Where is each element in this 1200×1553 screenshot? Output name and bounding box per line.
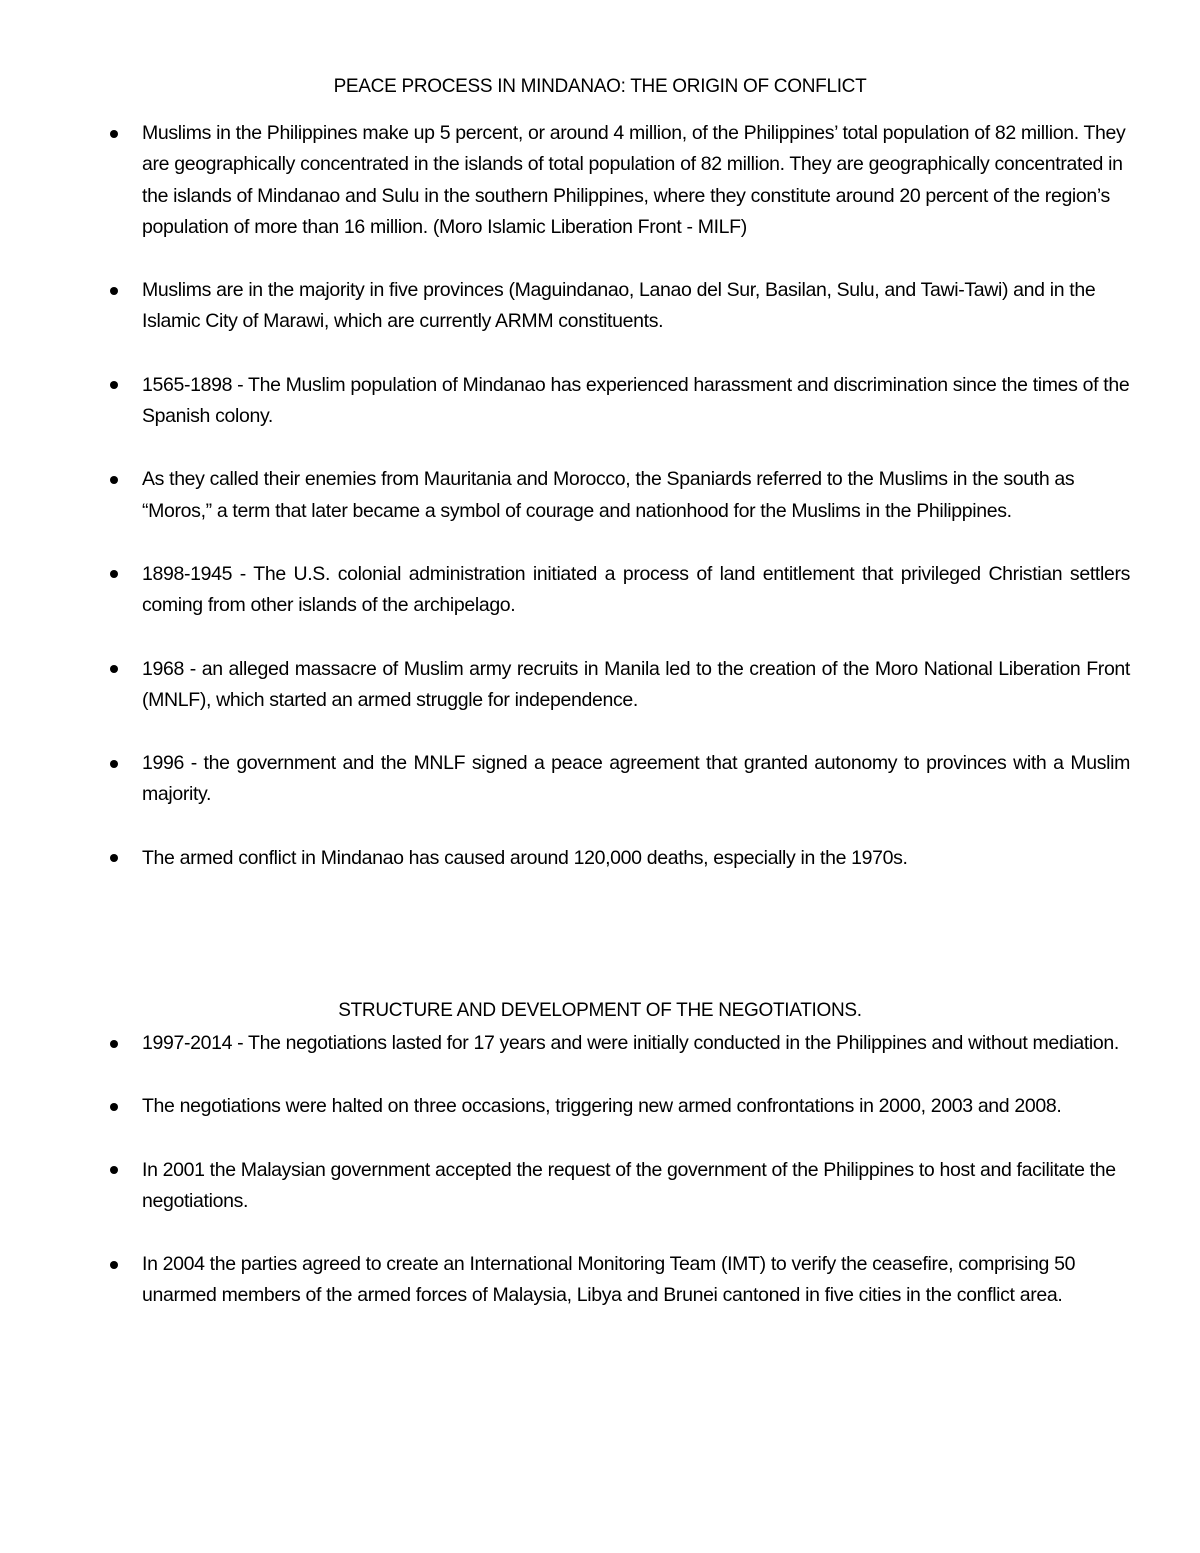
section-heading-origin-of-conflict: PEACE PROCESS IN MINDANAO: THE ORIGIN OF CONFLICT [333,76,867,97]
list-item-text: 1898-1945 - The U.S. colonial administration initiated a process of land entitlement that privileged Christian settlers coming from other islands of the archipelago. [142,562,1130,617]
bullet-icon [110,1261,118,1269]
list-item-text: In 2004 the parties agreed to create an International Monitoring Team (IMT) to verify the ceasefire, comprising 50 unarmed members of the armed forces of Malaysia, Libya and Brunei cantoned in five cities in the conflict area. [142,1253,1076,1307]
list-item-text: 1996 - the government and the MNLF signed a peace agreement that granted autonomy to provinces with a Muslim majority. [142,752,1130,806]
list-item-text: 1997-2014 - The negotiations lasted for 17 years and were initially conducted in the Philippines and without mediation. [142,1032,1119,1054]
bullet-icon [110,760,118,768]
bullet-icon [110,1166,118,1174]
bullet-icon [110,1103,118,1111]
list-item-text: Muslims are in the majority in five provinces (Maguindanao, Lanao del Sur, Basilan, Sulu, and Tawi-Tawi) and in the Islamic City of Marawi, which are currently ARMM constituents. [142,279,1096,333]
list-item [0,748,1130,811]
list-item [0,275,1130,338]
bullet-icon [110,287,118,295]
list-item-text: The negotiations were halted on three occasions, triggering new armed confrontations in 2000, 2003 and 2008. [142,1095,1062,1118]
list-item-text: As they called their enemies from Mauritania and Morocco, the Spaniards referred to the Muslims in the south as “Moros,” a term that later became a symbol of courage and nationhood for the Muslims in the Philippines. [142,468,1075,522]
list-item [0,559,1130,622]
bullet-icon [110,570,118,578]
list-item [0,118,1130,243]
bullet-icon [110,476,118,484]
bullet-icon [110,665,118,673]
list-item [0,1028,1130,1059]
list-item [0,1249,1130,1312]
bullet-icon [110,1040,118,1048]
bullet-icon [110,854,118,862]
list-item-text: 1968 - an alleged massacre of Muslim army recruits in Manila led to the creation of the Moro National Liberation Front (MNLF), which started an armed struggle for independence. [142,657,1130,711]
list-item-text: Muslims in the Philippines make up 5 percent, or around 4 million, of the Philippines’ total population of 82 million. They are geographically concentrated in the islands of total population of 82 million. They are geographically concentrated in the islands of Mindanao and Sulu in the southern Philippines, where they constitute around 20 percent of the region’s population of more than 16 million. (Moro Islamic Liberation Front - MILF) [142,122,1126,238]
origin-of-conflict-list [0,118,1200,874]
list-item [0,654,1130,717]
list-item [0,370,1130,433]
list-item [0,843,1130,874]
list-item [0,464,1130,527]
list-item [0,1091,1130,1122]
bullet-icon [110,381,118,389]
list-item-text: The armed conflict in Mindanao has caused around 120,000 deaths, especially in the 1970s. [142,846,908,869]
section-heading-negotiations: STRUCTURE AND DEVELOPMENT OF THE NEGOTIATIONS. [338,1000,862,1021]
list-item-text: 1565-1898 - The Muslim population of Mindanao has experienced harassment and discrimination since the times of the Spanish colony. [142,373,1130,428]
list-item-text: In 2001 the Malaysian government accepted the request of the government of the Philippines to host and facilitate the negotiations. [142,1158,1116,1212]
list-item [0,1155,1130,1218]
bullet-icon [110,130,118,138]
negotiations-list [0,1028,1200,1312]
